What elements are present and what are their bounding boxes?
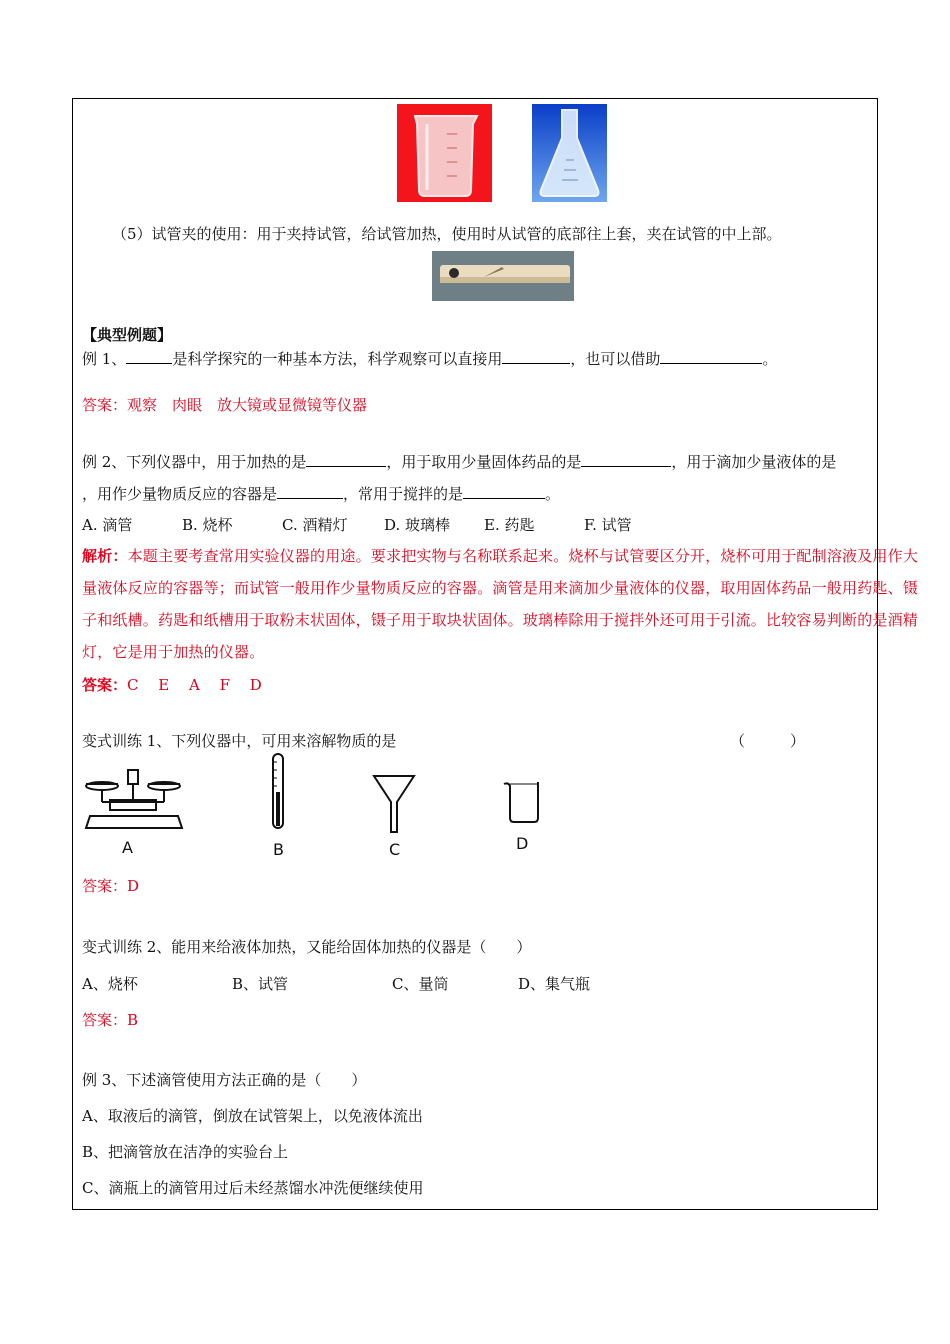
example-3-question: 例 3、下述滴管使用方法正确的是（ ） bbox=[82, 1071, 367, 1089]
answer-bracket: （ ） bbox=[730, 732, 806, 750]
example-3-option-c: C、滴瓶上的滴管用过后未经蒸馏水冲洗便继续使用 bbox=[82, 1179, 424, 1197]
test-tube-holder-photo bbox=[432, 251, 574, 301]
beaker-icon bbox=[500, 778, 544, 824]
balance-icon bbox=[82, 766, 186, 836]
example-1-answer: 答案：观察 肉眼 放大镜或显微镜等仪器 bbox=[82, 396, 368, 414]
example-2-answer: 答案：C E A F D bbox=[82, 676, 262, 694]
example-3-option-a: A、取液后的滴管，倒放在试管架上，以免液体流出 bbox=[82, 1107, 423, 1125]
variant-2-answer: 答案：B bbox=[82, 1011, 139, 1029]
variant-2-question: 变式训练 2、能用来给液体加热，又能给固体加热的仪器是（ ） bbox=[82, 938, 532, 956]
beaker-photo bbox=[397, 104, 492, 202]
option-label-d: D bbox=[516, 834, 529, 853]
variant-1-answer: 答案：D bbox=[82, 877, 140, 895]
option-label-c: C bbox=[389, 840, 401, 859]
test-tube-holder-usage: （5）试管夹的使用：用于夹持试管，给试管加热，使用时从试管的底部往上套，夹在试管的中上部。 bbox=[112, 225, 782, 243]
option-label-a: A bbox=[122, 838, 133, 857]
thermometer-icon bbox=[270, 752, 286, 832]
blank bbox=[306, 452, 386, 467]
blank bbox=[277, 484, 343, 499]
example-2-question-line2: ，用作少量物质反应的容器是 ，常用于搅拌的是 。 bbox=[82, 485, 561, 503]
funnel-icon bbox=[372, 772, 416, 834]
blank bbox=[660, 349, 762, 364]
example-2-question-line1: 例 2、下列仪器中，用于加热的是 ，用于取用少量固体药品的是 ，用于滴加少量液体的是 bbox=[82, 453, 837, 471]
conical-flask-photo bbox=[532, 104, 607, 202]
blank bbox=[463, 484, 545, 499]
blank bbox=[581, 452, 671, 467]
option-label-b: B bbox=[273, 840, 284, 859]
variant-1-question: 变式训练 1、下列仪器中，可用来溶解物质的是 bbox=[82, 732, 397, 750]
blank bbox=[126, 349, 172, 364]
example-2-analysis: 解析：本题主要考查常用实验仪器的用途。要求把实物与名称联系起来。烧杯与试管要区分开，烧杯可用于配制溶液及用作大量液体反应的容器等；而试管一般用作少量物质反应的容器。滴管是用来滴加少量液体的仪器，取用固体药品一般用药匙、镊子和纸槽。药匙和纸槽用于取粉末状固体，镊子用于取块状固体。玻璃棒除用于搅拌外还可用于引流。比较容易判断的是酒精灯，它是用于加热的仪器。 bbox=[82, 547, 919, 661]
example-1-question: 例 1、 是科学探究的一种基本方法，科学观察可以直接用 ，也可以借助 。 bbox=[82, 350, 778, 368]
section-title: 【典型例题】 bbox=[82, 326, 173, 344]
example-3-option-b: B、把滴管放在洁净的实验台上 bbox=[82, 1143, 289, 1161]
blank bbox=[502, 349, 570, 364]
